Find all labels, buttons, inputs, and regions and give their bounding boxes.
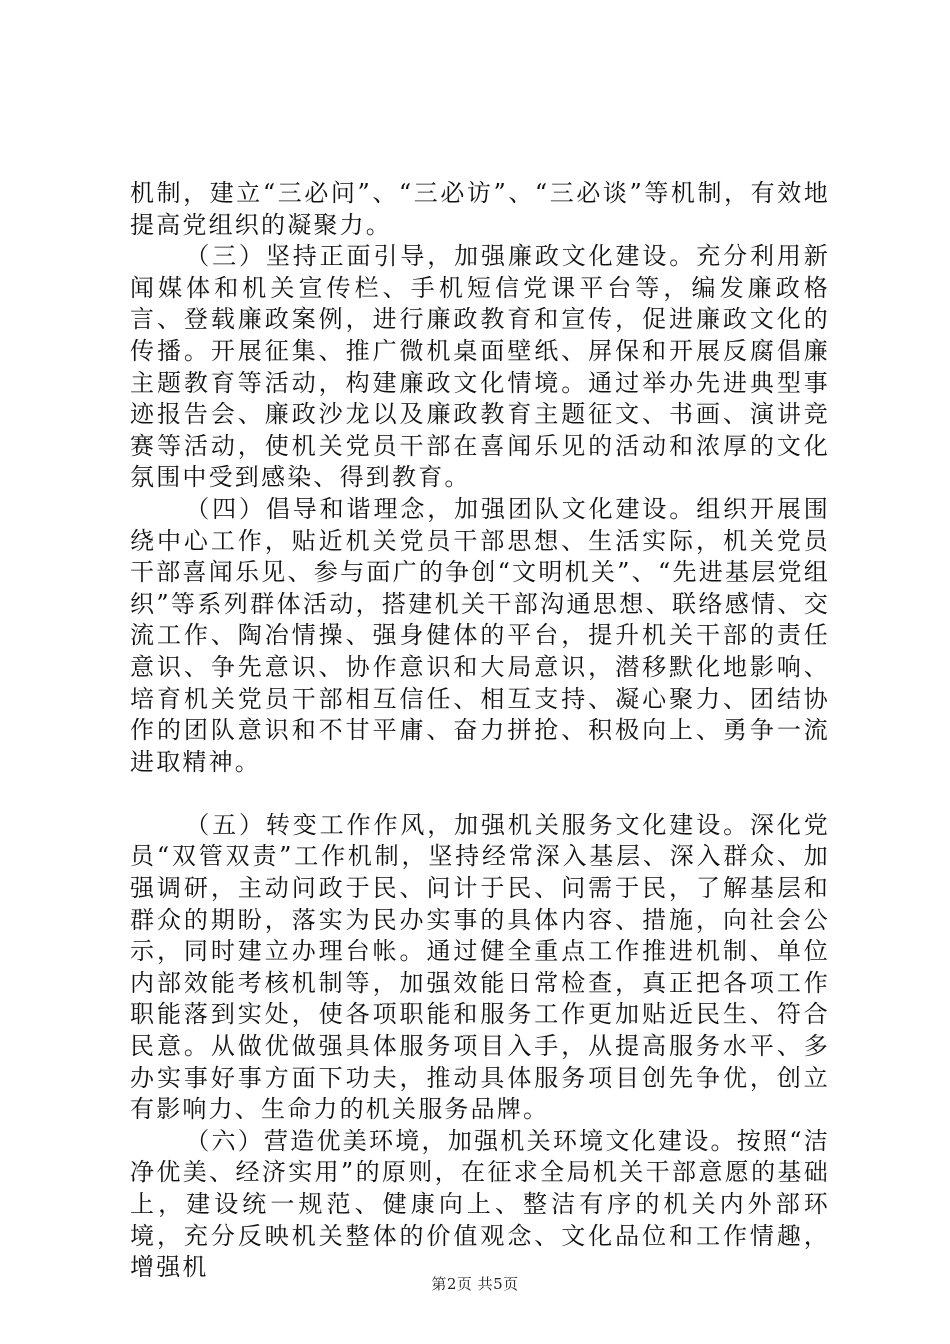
document-body — [130, 178, 830, 1284]
paragraph-section-3: （三）坚持正面引导，加强廉政文化建设。充分利用新闻媒体和机关宣传栏、手机短信党课平台等，编发廉政格言、登载廉政案例，进行廉政教育和宣传，促进廉政文化的传播。开展征集、推广微机桌面壁纸、屏保和开展反腐倡廉主题教育等活动，构建廉政文化情境。通过举办先进典型事迹报告会、廉政沙龙以及廉政教育主题征文、书画、演讲竞赛等活动，使机关党员干部在喜闻乐见的活动和浓厚的文化氛围中受到感染、得到教育。 — [130, 242, 830, 492]
paragraph-gap — [130, 778, 830, 810]
paragraph-section-4: （四）倡导和谐理念，加强团队文化建设。组织开展围绕中心工作，贴近机关党员干部思想、生活实际，机关党员干部喜闻乐见、参与面广的争创“文明机关”、“先进基层党组织”等系列群体活动，搭建机关干部沟通思想、联络感情、交流工作、陶冶情操、强身健体的平台，提升机关干部的责任意识、争先意识、协作意识和大局意识，潜移默化地影响、培育机关党员干部相互信任、相互支持、凝心聚力、团结协作的团队意识和不甘平庸、奋力拼抢、积极向上、勇争一流进取精神。 — [130, 494, 830, 776]
paragraph-continuation: 机制，建立“三必问”、“三必访”、“三必谈”等机制，有效地提高党组织的凝聚力。 — [130, 179, 830, 239]
paragraph-section-5: （五）转变工作作风，加强机关服务文化建设。深化党员“双管双责”工作机制，坚持经常深入基层、深入群众、加强调研，主动问政于民、问计于民、问需于民，了解基层和群众的期盼，落实为民办实事的具体内容、措施，向社会公示，同时建立办理台帐。通过健全重点工作推进机制、单位内部效能考核机制等，加强效能日常检查，真正把各项工作职能落到实处，使各项职能和服务工作更加贴近民生、符合民意。从做优做强具体服务项目入手，从提高服务水平、多办实事好事方面下功夫，推动具体服务项目创先争优，创立有影响力、生命力的机关服务品牌。 — [130, 810, 830, 1124]
page-footer: 第2页 共5页 — [431, 1275, 519, 1293]
paragraph-section-6: （六）营造优美环境，加强机关环境文化建设。按照“洁净优美、经济实用”的原则，在征求全局机关干部意愿的基础上，建设统一规范、健康向上、整洁有序的机关内外部环境，充分反映机关整体的价值观念、文化品位和工作情趣，增强机 — [130, 1126, 830, 1282]
